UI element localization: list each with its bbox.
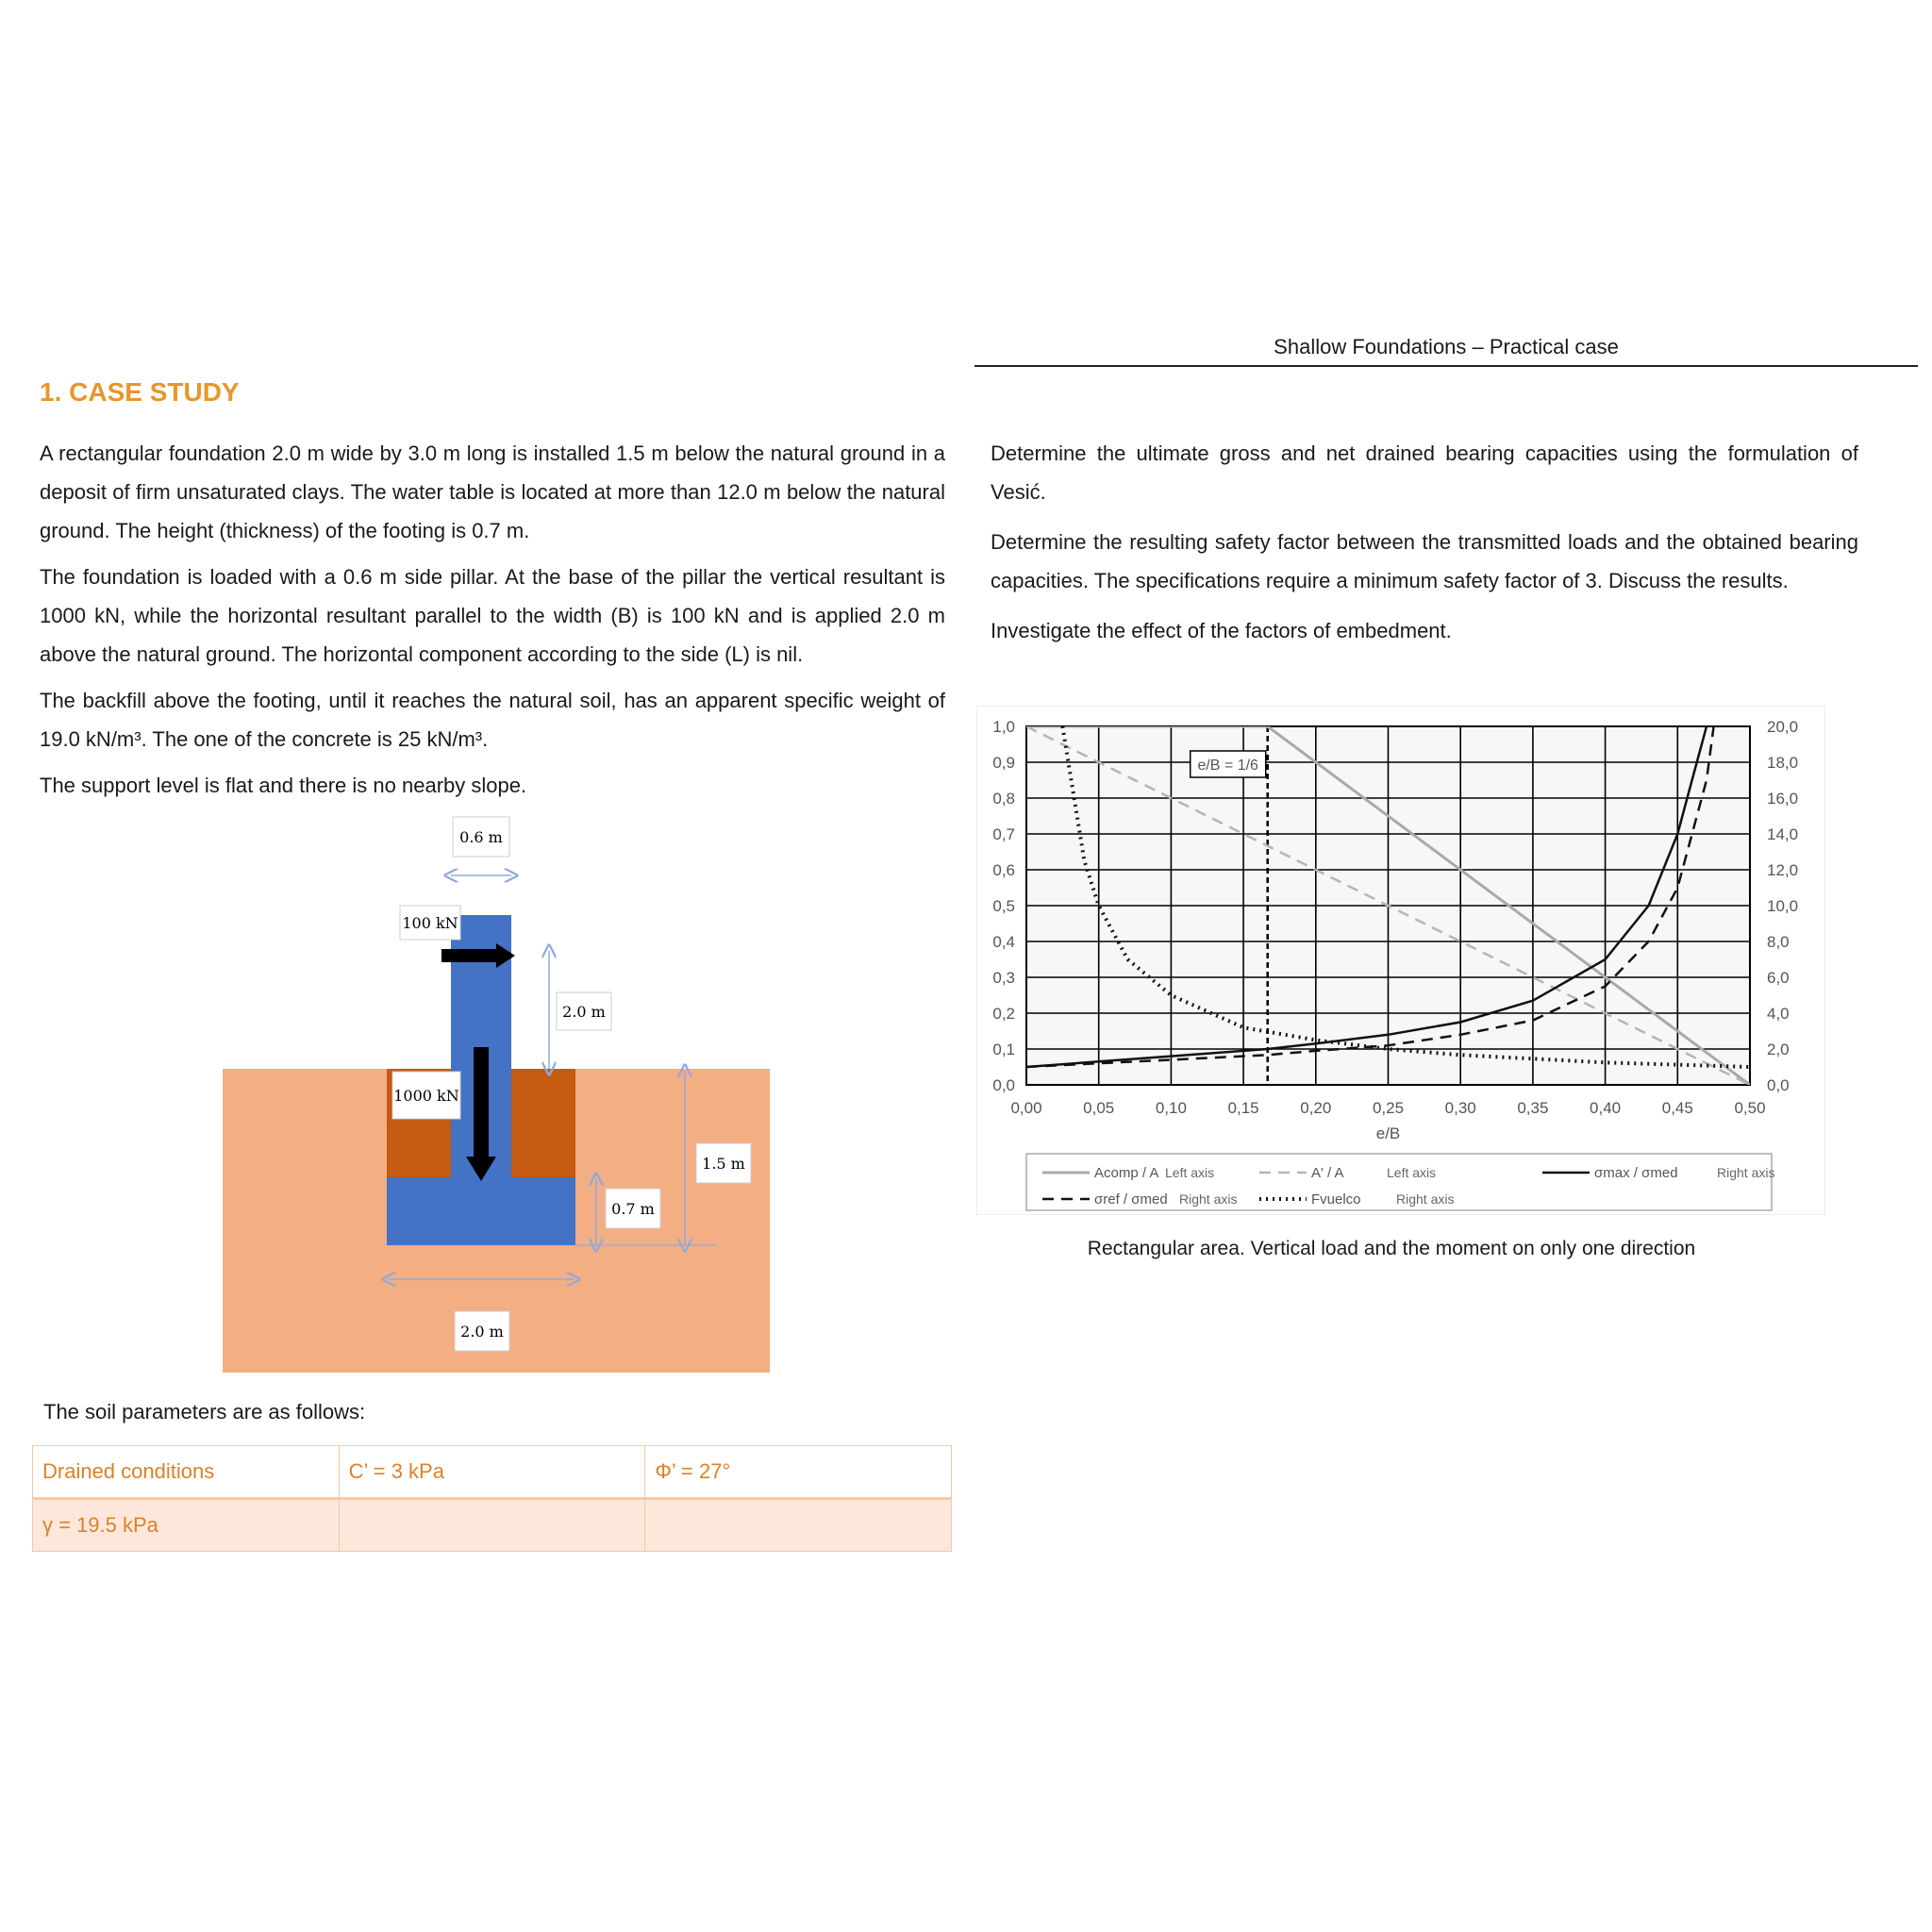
y-right-tick-label: 6,0 [1767, 969, 1790, 987]
y-left-tick-label: 0,6 [992, 861, 1015, 879]
y-left-tick-label: 0,5 [992, 897, 1015, 915]
y-left-tick-label: 0,1 [992, 1041, 1015, 1058]
table-row [33, 1446, 952, 1499]
x-tick-label: 0,45 [1661, 1099, 1693, 1117]
table-cell: γ = 19.5 kPa [33, 1499, 340, 1552]
table-cell: Drained conditions [33, 1446, 340, 1499]
y-right-tick-label: 12,0 [1767, 861, 1799, 879]
y-right-tick-label: 2,0 [1767, 1041, 1790, 1058]
x-tick-label: 0,15 [1227, 1099, 1259, 1117]
y-right-tick-label: 8,0 [1767, 933, 1790, 951]
y-left-tick-label: 0,9 [992, 754, 1015, 772]
y-right-tick-label: 10,0 [1767, 897, 1799, 915]
y-left-tick-label: 1,0 [992, 718, 1015, 736]
footing-thickness-label-box [606, 1189, 660, 1228]
y-left-tick-label: 0,8 [992, 790, 1015, 808]
pillar-width-label: 0.6 m [459, 828, 503, 846]
x-axis-label: e/B [1375, 1124, 1401, 1142]
x-tick-label: 0,30 [1444, 1099, 1476, 1117]
horizontal-load-label: 100 kN [402, 914, 458, 932]
y-left-tick-label: 0,0 [992, 1076, 1015, 1094]
legend-label: σmax / σmed [1594, 1165, 1678, 1181]
footing-thickness-label: 0.7 m [611, 1200, 655, 1218]
legend-label: σref / σmed [1094, 1191, 1168, 1208]
task-text [991, 434, 1858, 661]
backfill-right [511, 1069, 575, 1177]
table-cell: C’ = 3 kPa [339, 1446, 645, 1499]
y-right-tick-label: 14,0 [1767, 825, 1799, 843]
soil-parameters-table [32, 1445, 952, 1552]
x-tick-label: 0,05 [1083, 1099, 1115, 1117]
load-height-label: 2.0 m [562, 1003, 606, 1021]
legend-axis-label: Right axis [1717, 1165, 1775, 1180]
case-study-text [40, 368, 945, 812]
table-row [33, 1499, 952, 1552]
x-tick-label: 0,35 [1517, 1099, 1549, 1117]
y-left-tick-label: 0,3 [992, 969, 1015, 987]
y-left-tick-label: 0,2 [992, 1005, 1015, 1023]
foundation-diagram [217, 811, 783, 1377]
legend-label: A' / A [1311, 1165, 1344, 1181]
y-right-tick-label: 16,0 [1767, 790, 1799, 808]
eccentricity-chart [976, 706, 1825, 1215]
paragraph-2: The foundation is loaded with a 0.6 m side pillar. At the base of the pillar the vertical resultant is 1000 kN, while the horizontal resultant parallel to the width (B) is 100 kN and is applied 2.0 m above the natural ground. The horizontal component according to the side (L) is nil. [40, 565, 945, 666]
soil-intro: The soil parameters are as follows: [43, 1400, 366, 1424]
y-left-tick-label: 0,7 [992, 825, 1015, 843]
x-tick-label: 0,40 [1590, 1099, 1622, 1117]
legend-label: Acomp / A [1094, 1165, 1159, 1181]
footing-width-label-box [455, 1311, 509, 1351]
pillar-width-label-box [453, 817, 509, 857]
x-tick-label: 0,00 [1010, 1099, 1042, 1117]
legend-label: Fvuelco [1311, 1191, 1361, 1208]
x-tick-label: 0,10 [1155, 1099, 1187, 1117]
depth-label: 1.5 m [702, 1155, 745, 1173]
paragraph-4: The support level is flat and there is no nearby slope. [40, 774, 527, 797]
annotation-label: e/B = 1/6 [1197, 758, 1258, 774]
page-header: Shallow Foundations – Practical case [974, 335, 1918, 367]
x-tick-label: 0,20 [1300, 1099, 1332, 1117]
x-tick-label: 0,50 [1734, 1099, 1766, 1117]
y-right-tick-label: 18,0 [1767, 754, 1799, 772]
legend-axis-label: Left axis [1387, 1165, 1437, 1180]
vertical-load-label-box [392, 1072, 460, 1119]
paragraph-3: The backfill above the footing, until it reaches the natural soil, has an apparent specific weight of 19.0 kN/m³. The one of the concrete is 25 kN/m³. [40, 689, 945, 751]
legend-axis-label: Right axis [1396, 1191, 1455, 1207]
paragraph-1: A rectangular foundation 2.0 m wide by 3.0 m long is installed 1.5 m below the natural ground in a deposit of firm unsaturated clays. The water table is located at more than 12.0 m below the natural ground. The height (thickness) of the footing is 0.7 m. [40, 441, 945, 542]
footing [387, 1177, 575, 1245]
footing-width-label: 2.0 m [460, 1323, 504, 1341]
legend-axis-label: Right axis [1179, 1191, 1238, 1207]
y-right-tick-label: 20,0 [1767, 718, 1799, 736]
table-cell [339, 1499, 645, 1552]
y-left-tick-label: 0,4 [992, 933, 1015, 951]
chart-caption: Rectangular area. Vertical load and the moment on only one direction [1087, 1238, 1696, 1259]
table-cell [645, 1499, 952, 1552]
horizontal-load-arrow [441, 949, 498, 962]
y-right-tick-label: 0,0 [1767, 1076, 1790, 1094]
y-right-tick-label: 4,0 [1767, 1005, 1790, 1023]
vertical-load-label: 1000 kN [393, 1087, 459, 1105]
legend-axis-label: Left axis [1165, 1165, 1215, 1180]
depth-label-box [696, 1143, 751, 1183]
table-cell: Φ’ = 27° [645, 1446, 952, 1499]
task-paragraph-3: Investigate the effect of the factors of embedment. [991, 619, 1452, 642]
task-paragraph-2: Determine the resulting safety factor between the transmitted loads and the obtained bearing capacities. The specifications require a minimum safety factor of 3. Discuss the results. [991, 530, 1858, 592]
vertical-load-arrow [474, 1047, 489, 1158]
horizontal-load-label-box [400, 906, 460, 940]
task-paragraph-1: Determine the ultimate gross and net drained bearing capacities using the formulation of Vesić. [991, 441, 1858, 504]
section-title: 1. CASE STUDY [40, 377, 240, 407]
x-tick-label: 0,25 [1372, 1099, 1405, 1117]
load-height-label-box [557, 992, 611, 1030]
